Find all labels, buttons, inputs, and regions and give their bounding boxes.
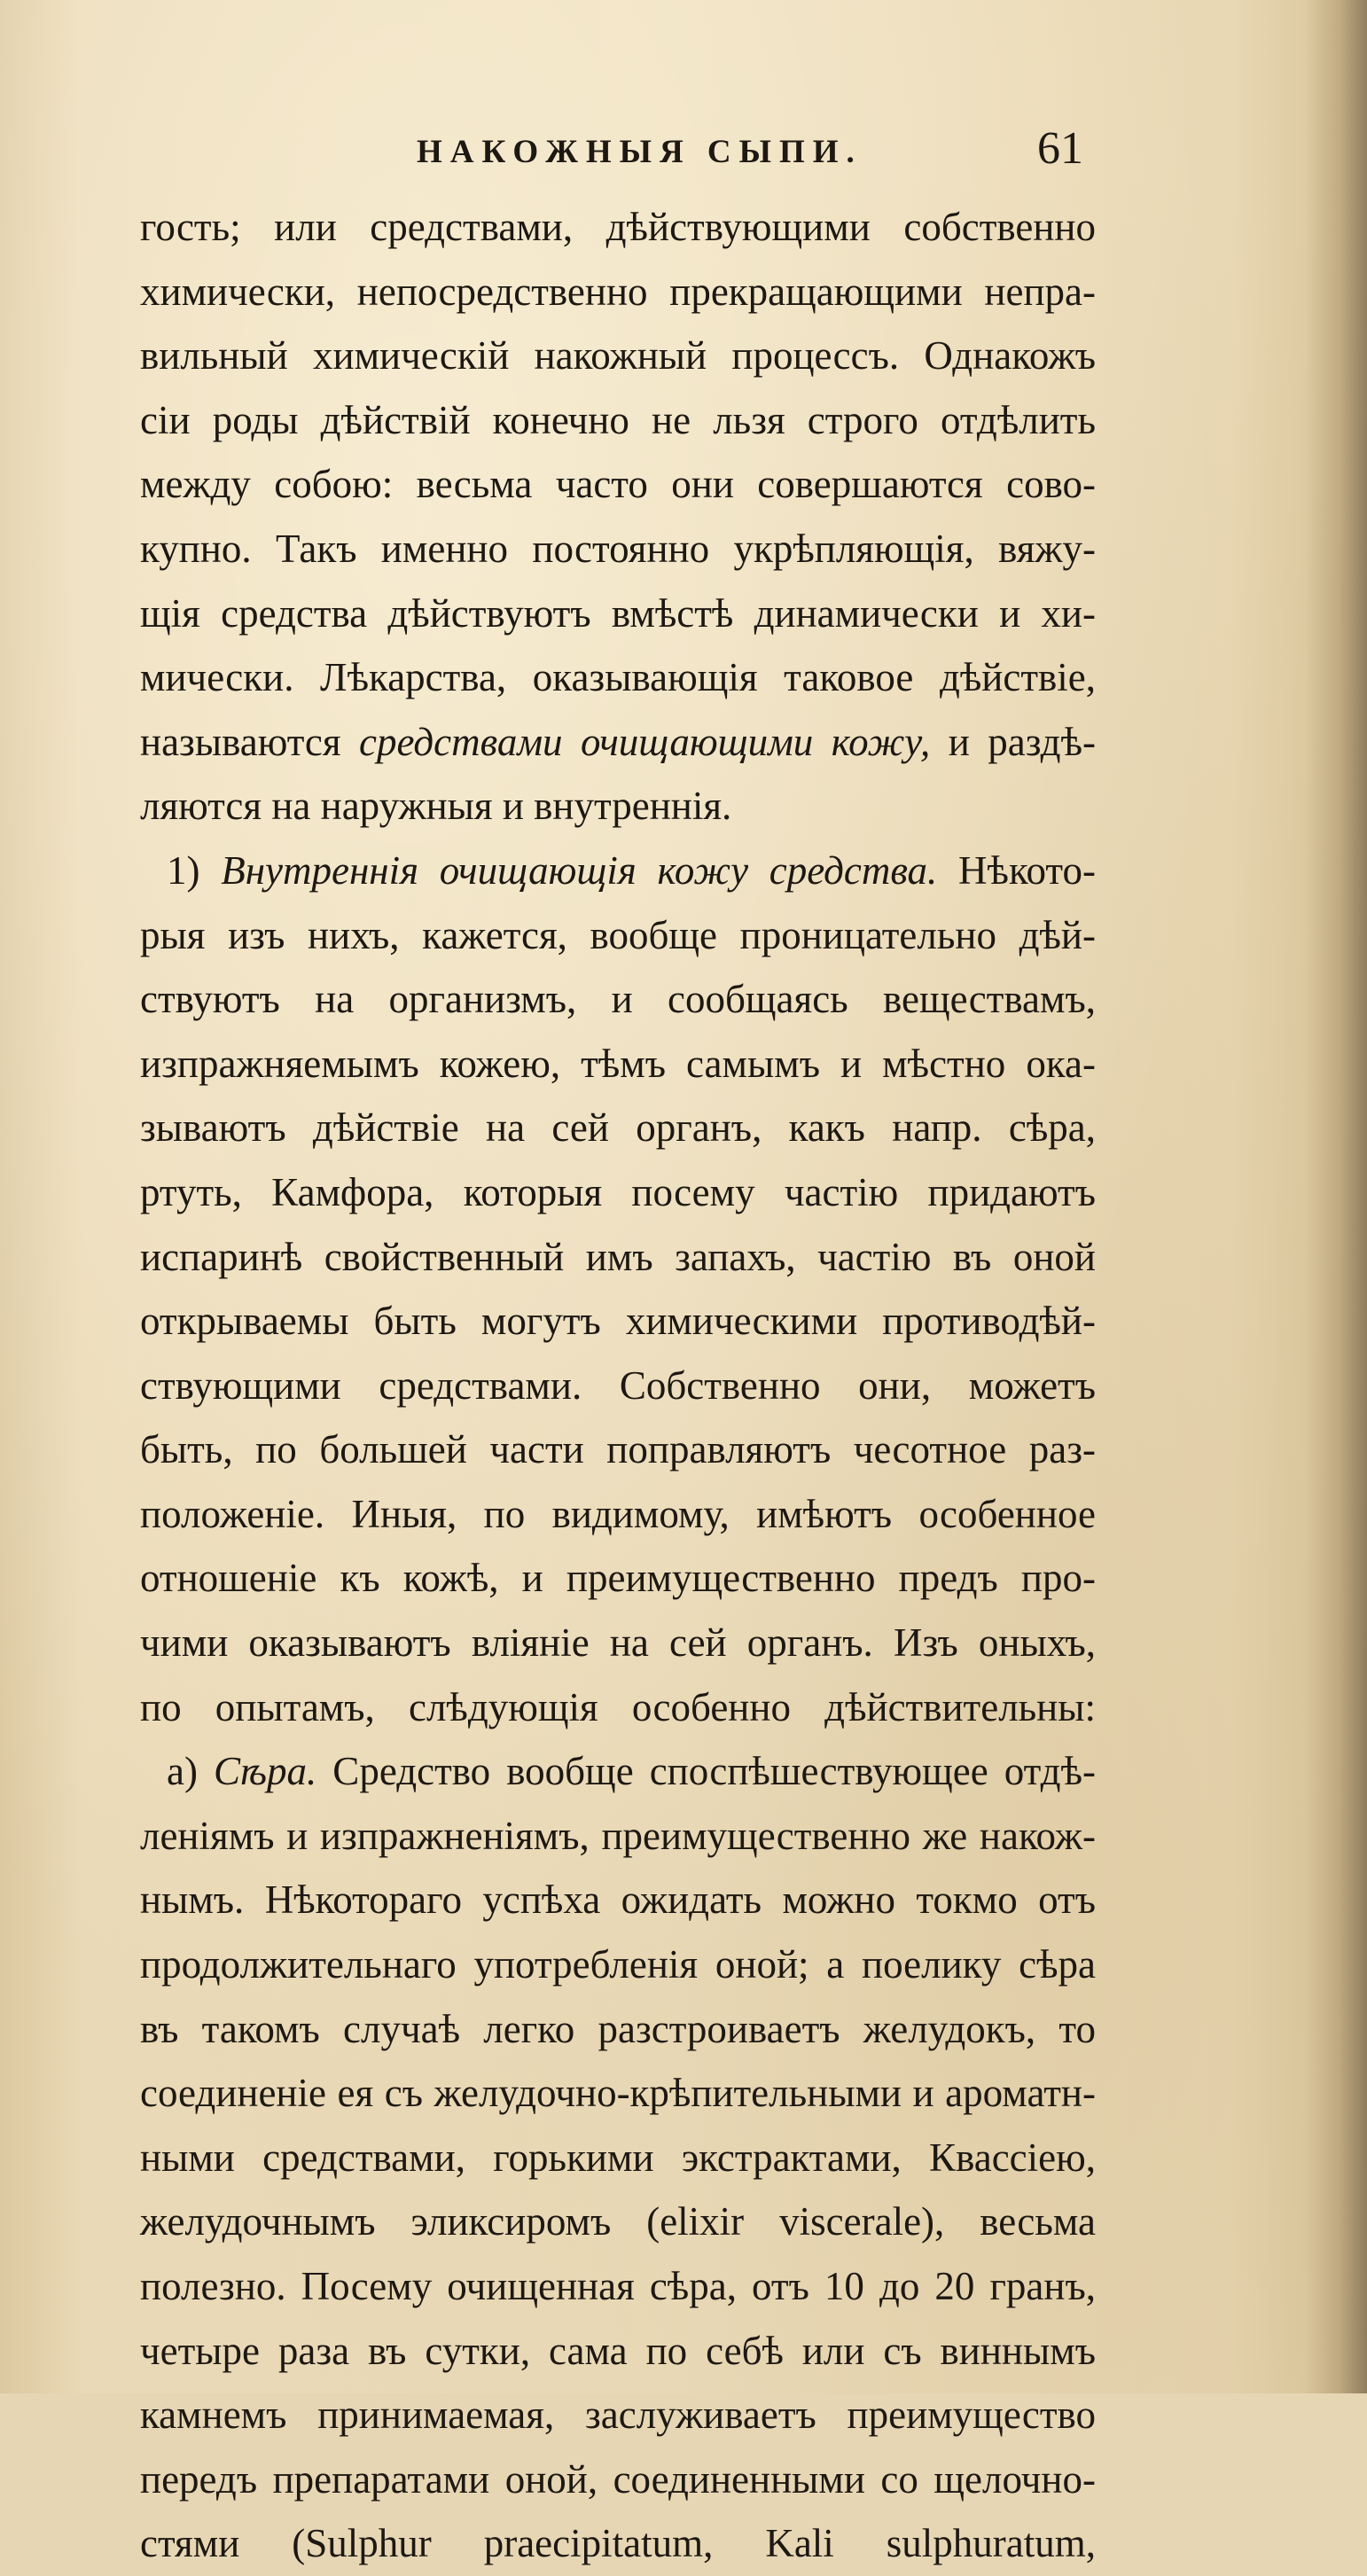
- page-number: 61: [1037, 123, 1083, 174]
- text-line: [140, 452, 1096, 517]
- text-line: [140, 774, 1096, 839]
- text-line: [140, 1417, 1096, 1482]
- text-line: [140, 2447, 1096, 2512]
- text-segment: ными средствами, горькими экстрактами, Квассіею,: [140, 2135, 1096, 2180]
- text-line: [140, 1868, 1096, 1932]
- italic-segment: средствами очищающими кожу,: [359, 719, 931, 764]
- text-line: [140, 1997, 1096, 2062]
- text-line: [140, 1482, 1096, 1547]
- text-line: [140, 324, 1096, 388]
- text-line: [140, 1225, 1096, 1290]
- text-segment: рыя изъ нихъ, кажется, вообще проницательно дѣй-: [140, 912, 1096, 957]
- text-line: [140, 2254, 1096, 2319]
- text-line: [140, 1032, 1096, 1097]
- text-line: [140, 388, 1096, 453]
- text-segment: a): [167, 1749, 214, 1794]
- text-line: [140, 1932, 1096, 1997]
- text-line: [140, 1804, 1096, 1869]
- text-segment: нымъ. Нѣкотораго успѣха ожидать можно токмо отъ: [140, 1877, 1096, 1923]
- text-segment: и раздѣ-: [930, 719, 1096, 764]
- text-segment: соединеніе ея съ желудочно-крѣпительными и ароматн-: [140, 2071, 1096, 2116]
- text-segment: ствующими средствами. Собственно они, можетъ: [140, 1362, 1096, 1408]
- text-line: [140, 2511, 1096, 2576]
- text-segment: щія средства дѣйствуютъ вмѣстѣ динамически и хи-: [140, 590, 1096, 636]
- text-segment: отношеніе къ кожѣ, и преимущественно предъ про-: [140, 1556, 1096, 1601]
- text-segment: называются: [140, 719, 360, 764]
- italic-segment: Внутреннія очищающія кожу средства.: [221, 847, 938, 893]
- text-line: [140, 903, 1096, 968]
- running-title: НАКОЖНЫЯ СЫПИ.: [417, 134, 863, 170]
- text-segment: вильный химическій накожный процессъ. Однакожъ: [140, 333, 1096, 379]
- text-segment: ляются на наружныя и внутреннія.: [140, 784, 732, 829]
- text-segment: купно. Такъ именно постоянно укрѣпляющія, вяжу-: [140, 526, 1096, 571]
- text-segment: положеніе. Иныя, по видимому, имѣютъ особенное: [140, 1491, 1096, 1536]
- text-line: [140, 1096, 1096, 1160]
- text-segment: быть, по большей части поправляютъ чесотное раз-: [140, 1427, 1096, 1472]
- text-segment: испаринѣ свойственный имъ запахъ, частію въ оной: [140, 1234, 1096, 1279]
- text-line: [140, 839, 1096, 903]
- text-segment: мически. Лѣкарства, оказывающія таковое дѣйствіе,: [140, 655, 1096, 700]
- text-segment: полезно. Посему очищенная сѣра, отъ 10 до 20 гранъ,: [140, 2264, 1096, 2308]
- text-segment: Средство вообще споспѣшествующее отдѣ-: [316, 1749, 1096, 1794]
- text-line: [140, 1354, 1096, 1418]
- text-line: [140, 517, 1096, 582]
- text-segment: ртуть, Камфора, которыя посему частію придаютъ: [140, 1169, 1096, 1214]
- text-line: [140, 1546, 1096, 1611]
- text-line: [140, 2383, 1096, 2447]
- text-segment: Нѣкото-: [937, 847, 1096, 893]
- text-line: [140, 2126, 1096, 2190]
- text-segment: стями (Sulphur praecipitatum, Kali sulphuratum,: [140, 2521, 1096, 2566]
- italic-segment: Сѣра.: [214, 1749, 317, 1794]
- text-segment: леніямъ и изпражненіямъ, преимущественно же накож-: [140, 1813, 1096, 1858]
- text-segment: чими оказываютъ вліяніе на сей органъ. Изъ оныхъ,: [140, 1620, 1096, 1666]
- text-segment: въ такомъ случаѣ легко разстроиваетъ желудокъ, то: [140, 2006, 1096, 2051]
- text-segment: передъ препаратами оной, соединенными со щелочно-: [140, 2456, 1096, 2502]
- text-line: [140, 1289, 1096, 1354]
- body-text: [140, 195, 1096, 2576]
- text-line: [140, 582, 1096, 646]
- text-line: [140, 1675, 1096, 1740]
- text-line: [140, 2061, 1096, 2126]
- text-segment: четыре раза въ сутки, сама по себѣ или съ виннымъ: [140, 2328, 1096, 2373]
- text-segment: камнемъ принимаемая, заслуживаетъ преимущество: [140, 2393, 1096, 2438]
- page-spine-shadow: [1305, 0, 1367, 2393]
- text-line: [140, 1611, 1096, 1675]
- text-segment: 1): [167, 847, 222, 893]
- text-segment: продолжительнаго употребленія оной; а поелику сѣра: [140, 1942, 1096, 1987]
- text-segment: изпражняемымъ кожею, тѣмъ самымъ и мѣстно ока-: [140, 1041, 1096, 1086]
- text-segment: химически, непосредственно прекращающими непра-: [140, 269, 1096, 314]
- text-segment: между собою: весьма часто они совершаются сово-: [140, 462, 1096, 507]
- text-line: [140, 1739, 1096, 1804]
- text-line: [140, 2190, 1096, 2254]
- text-line: [140, 260, 1096, 324]
- text-segment: гость; или средствами, дѣйствующими собственно: [140, 205, 1096, 249]
- text-segment: желудочнымъ эликсиромъ (elixir viscerale), весьма: [140, 2199, 1096, 2244]
- text-segment: сіи роды дѣйствій конечно не льзя строго отдѣлить: [140, 397, 1096, 442]
- text-line: [140, 967, 1096, 1032]
- text-segment: открываемы быть могутъ химическими противодѣй-: [140, 1299, 1096, 1344]
- text-segment: зываютъ дѣйствіе на сей органъ, какъ напр. сѣра,: [140, 1105, 1096, 1151]
- text-segment: по опытамъ, слѣдующія особенно дѣйствительны:: [140, 1684, 1096, 1729]
- text-segment: ствуютъ на организмъ, и сообщаясь веществамъ,: [140, 977, 1096, 1022]
- text-line: [140, 195, 1096, 260]
- text-line: [140, 1160, 1096, 1225]
- text-line: [140, 710, 1096, 775]
- text-line: [140, 645, 1096, 710]
- text-line: [140, 2319, 1096, 2384]
